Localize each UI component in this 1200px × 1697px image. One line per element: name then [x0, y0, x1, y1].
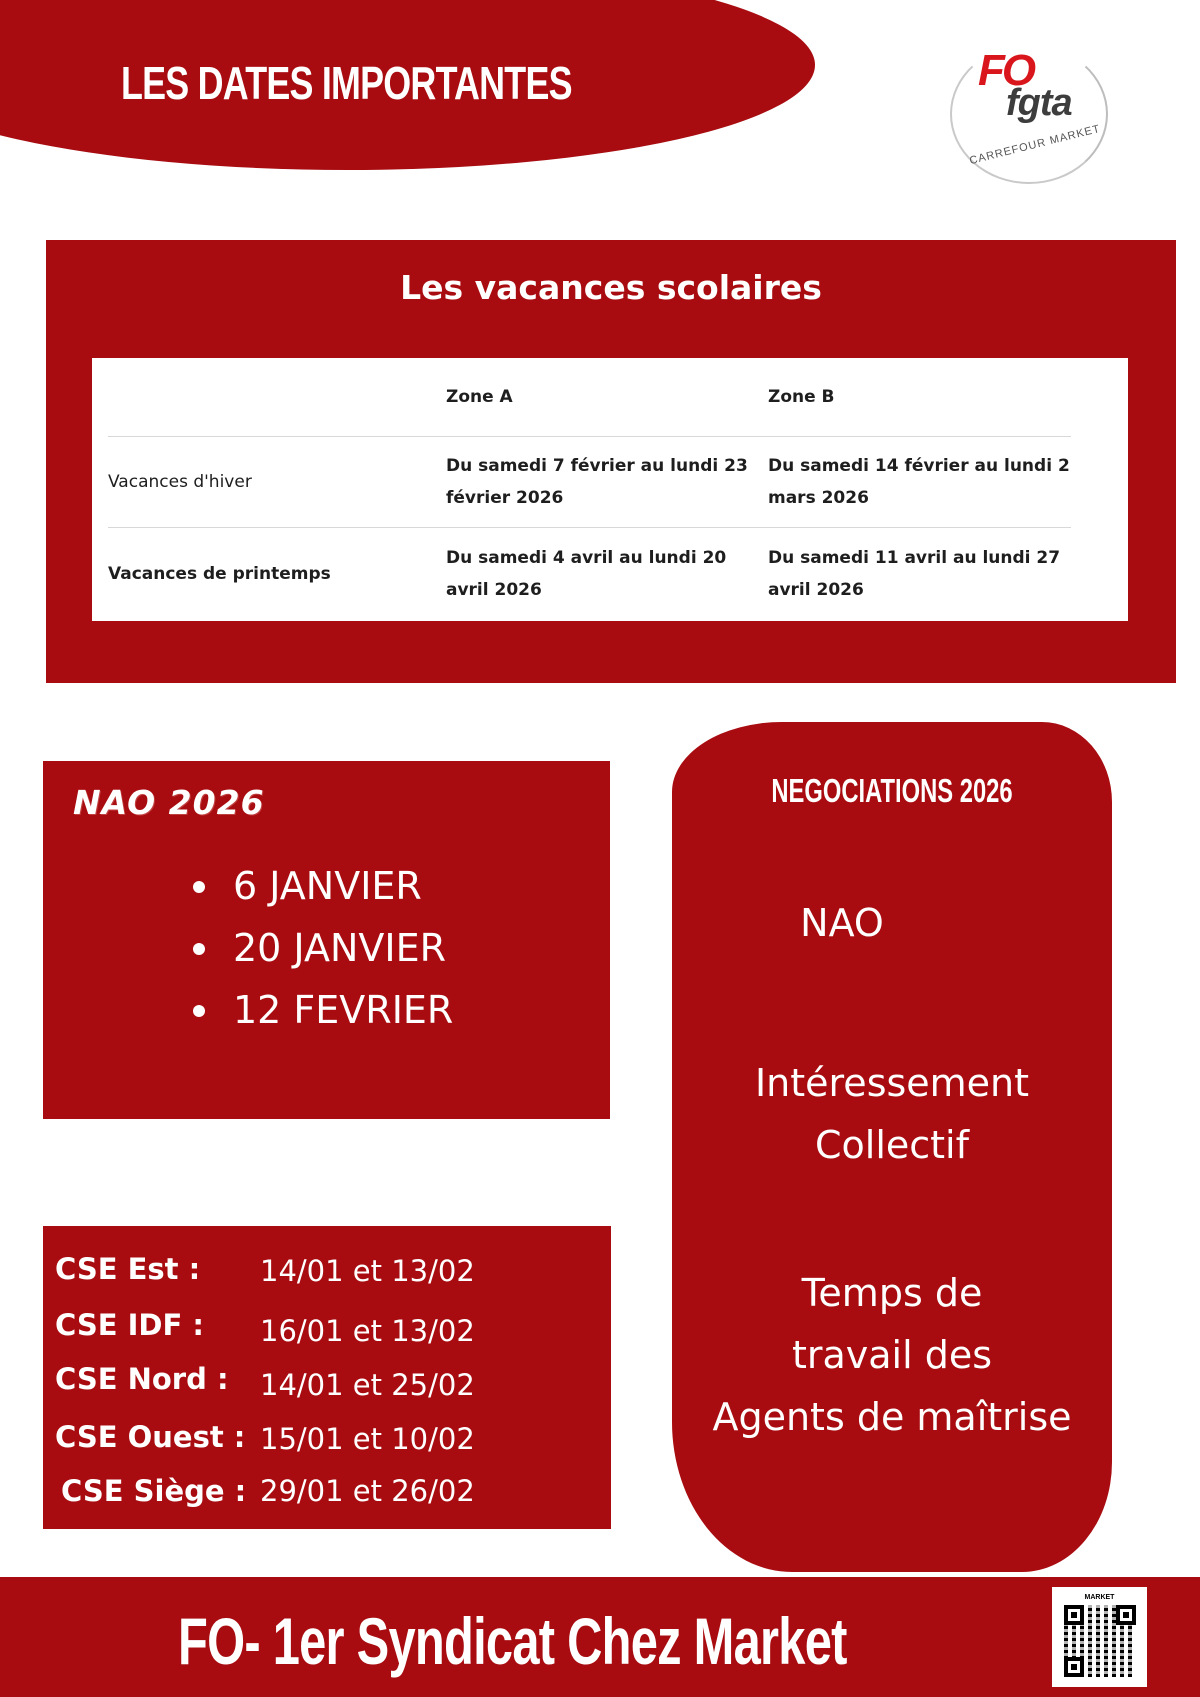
cse-dates: 16/01 et 13/02 [260, 1314, 475, 1348]
list-item: 20 JANVIER [191, 917, 453, 979]
row-label-printemps: Vacances de printemps [108, 563, 331, 584]
qr-code[interactable] [1052, 1587, 1147, 1687]
vacances-scolaires-section [46, 240, 1176, 683]
cse-dates: 14/01 et 13/02 [260, 1254, 475, 1288]
qr-label: MARKET [1084, 1594, 1115, 1601]
nao-date-list [191, 855, 453, 1041]
page-title: LES DATES IMPORTANTES [121, 57, 572, 109]
vacances-table [92, 358, 1128, 621]
nao-2026-section [43, 761, 610, 1119]
negociations-title: NEGOCIATIONS 2026 [771, 772, 1013, 809]
negociation-line: Intéressement [754, 1061, 1030, 1105]
table-header-zone-b: Zone B [768, 387, 835, 407]
negociation-line: Collectif [814, 1123, 969, 1167]
negociation-line: Agents de maîtrise [712, 1395, 1072, 1439]
cse-label: CSE Est : [55, 1252, 201, 1286]
nao-title: NAO 2026 [73, 783, 265, 822]
logo-fgta-text: fgta [1006, 82, 1072, 124]
fo-fgta-logo [950, 44, 1110, 194]
logo-fo-text: FO [978, 46, 1034, 95]
list-item: 6 JANVIER [191, 855, 453, 917]
footer-banner [0, 1577, 1200, 1697]
list-item: 12 FEVRIER [191, 979, 453, 1041]
cell-hiver-zone-b: Du samedi 14 février au lundi 2 mars 2026 [768, 456, 1070, 508]
cse-dates-section [43, 1226, 611, 1529]
negociation-item-temps-de-travail [672, 1262, 1112, 1448]
cse-label: CSE Ouest : [55, 1420, 246, 1454]
table-row [108, 528, 1071, 619]
cse-label: CSE IDF : [55, 1308, 204, 1342]
qr-finder-pattern [1064, 1657, 1084, 1677]
negociations-2026-section [672, 722, 1112, 1572]
cse-dates: 15/01 et 10/02 [260, 1422, 475, 1456]
vacances-title: Les vacances scolaires [400, 268, 822, 307]
cse-label: CSE Siège : [61, 1474, 247, 1508]
negociation-line: Temps de [801, 1271, 983, 1315]
cse-label: CSE Nord : [55, 1362, 229, 1396]
qr-finder-pattern [1064, 1605, 1084, 1625]
cse-dates: 14/01 et 25/02 [260, 1368, 475, 1402]
row-label-hiver: Vacances d'hiver [108, 472, 252, 492]
table-row [108, 437, 1071, 528]
cell-printemps-zone-a: Du samedi 4 avril au lundi 20 avril 2026 [446, 547, 727, 600]
cell-printemps-zone-b: Du samedi 11 avril au lundi 27 avril 2026 [768, 547, 1061, 600]
negociation-item-nao [622, 892, 1062, 954]
negociation-line: travail des [791, 1333, 993, 1377]
qr-finder-pattern [1116, 1605, 1136, 1625]
negociation-line: NAO [800, 901, 884, 945]
table-header-zone-a: Zone A [446, 387, 513, 407]
qr-code-icon [1064, 1605, 1136, 1677]
logo-caption: CARREFOUR MARKET [968, 122, 1102, 168]
cell-hiver-zone-a: Du samedi 7 février au lundi 23 février 2026 [446, 456, 748, 508]
footer-slogan: FO- 1er Syndicat Chez Market [178, 1604, 847, 1678]
cse-dates: 29/01 et 26/02 [260, 1474, 475, 1508]
table-header-row [108, 358, 1071, 437]
negociation-item-interessement [672, 1052, 1112, 1176]
